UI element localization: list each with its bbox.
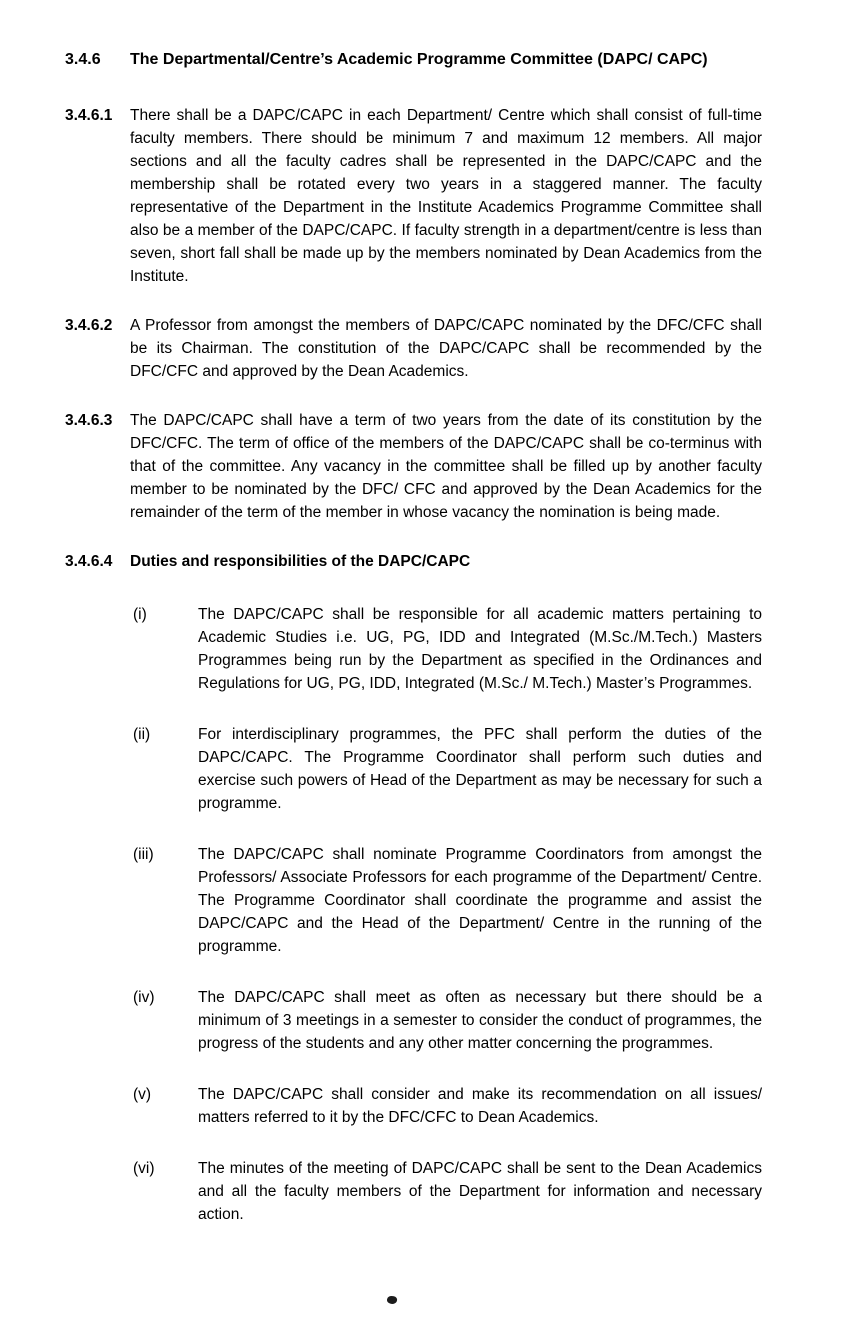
section-heading-number: 3.4.6	[65, 51, 101, 68]
paragraph	[65, 409, 762, 524]
list-item-label: (iv)	[133, 989, 155, 1006]
list-item	[133, 603, 762, 695]
paragraph	[65, 104, 762, 288]
paragraph-text: There shall be a DAPC/CAPC in each Department/ Centre which shall consist of full-time faculty members. There should be minimum 7 and maximum 12 members. All major sections and all the faculty cadres shall be represented in the DAPC/CAPC and the membership shall be rotated every two years in a staggered manner. The faculty representative of the Department in the Institute Academics Programme Committee shall also be a member of the DAPC/CAPC. If faculty strength in a department/centre is less than seven, short fall shall be made up by the members nominated by Dean Academics from the Institute.	[130, 107, 762, 285]
list-item	[133, 723, 762, 815]
section-heading-title: The Departmental/Centre’s Academic Programme Committee (DAPC/ CAPC)	[130, 51, 708, 68]
list-item-text: The DAPC/CAPC shall consider and make its recommendation on all issues/ matters referred to it by the DFC/CFC to Dean Academics.	[198, 1086, 762, 1126]
list-item	[133, 1083, 762, 1129]
list-item-label: (ii)	[133, 726, 151, 743]
paragraph-number: 3.4.6.1	[65, 107, 113, 124]
section-heading	[65, 46, 762, 74]
list-item-label: (v)	[133, 1086, 152, 1103]
list-item	[133, 1157, 762, 1226]
list-item-text: For interdisciplinary programmes, the PFC shall perform the duties of the DAPC/CAPC. The Programme Coordinator shall perform such duties and exercise such powers of Head of the Department as may be necessary for such a programme.	[198, 726, 762, 812]
paragraph-number: 3.4.6.2	[65, 317, 113, 334]
list-item	[133, 843, 762, 958]
subsection-heading-title: Duties and responsibilities of the DAPC/CAPC	[130, 553, 471, 570]
list-item-text: The DAPC/CAPC shall meet as often as necessary but there should be a minimum of 3 meetings in a semester to consider the conduct of programmes, the progress of the students and any other matter concerning the programmes.	[198, 989, 762, 1052]
subsection-heading	[65, 550, 762, 573]
paragraph-text: The DAPC/CAPC shall have a term of two years from the date of its constitution by the DFC/CFC. The term of office of the members of the DAPC/CAPC shall be co-terminus with that of the committee. Any vacancy in the committee shall be filled up by another faculty member to be nominated by the DFC/ CFC and approved by the Dean Academics for the remainder of the term of the member in whose vacancy the nomination is being made.	[130, 412, 762, 521]
ink-smudge	[386, 1295, 397, 1305]
list-item-text: The DAPC/CAPC shall nominate Programme Coordinators from amongst the Professors/ Associate Professors for each programme of the Department/ Centre. The Programme Coordinator shall coordinate the programme and assist the DAPC/CAPC and the Head of the Department/ Centre in the running of the programme.	[198, 846, 762, 955]
paragraph-text: A Professor from amongst the members of DAPC/CAPC nominated by the DFC/CFC shall be its Chairman. The constitution of the DAPC/CAPC shall be recommended by the DFC/CFC and approved by the Dean Academics.	[130, 317, 762, 380]
list-item-label: (vi)	[133, 1160, 155, 1177]
list-item-text: The DAPC/CAPC shall be responsible for all academic matters pertaining to Academic Studies i.e. UG, PG, IDD and Integrated (M.Sc./M.Tech.) Masters Programmes being run by the Department as specified in the Ordinances and Regulations for UG, PG, IDD, Integrated (M.Sc./ M.Tech.) Master’s Programmes.	[198, 606, 762, 692]
subsection-heading-number: 3.4.6.4	[65, 553, 113, 570]
paragraph-number: 3.4.6.3	[65, 412, 113, 429]
paragraph	[65, 314, 762, 383]
list-item-label: (i)	[133, 606, 147, 623]
list-item	[133, 986, 762, 1055]
list-item-text: The minutes of the meeting of DAPC/CAPC shall be sent to the Dean Academics and all the faculty members of the Department for information and necessary action.	[198, 1160, 762, 1223]
list-item-label: (iii)	[133, 846, 154, 863]
duties-list	[133, 603, 762, 1226]
